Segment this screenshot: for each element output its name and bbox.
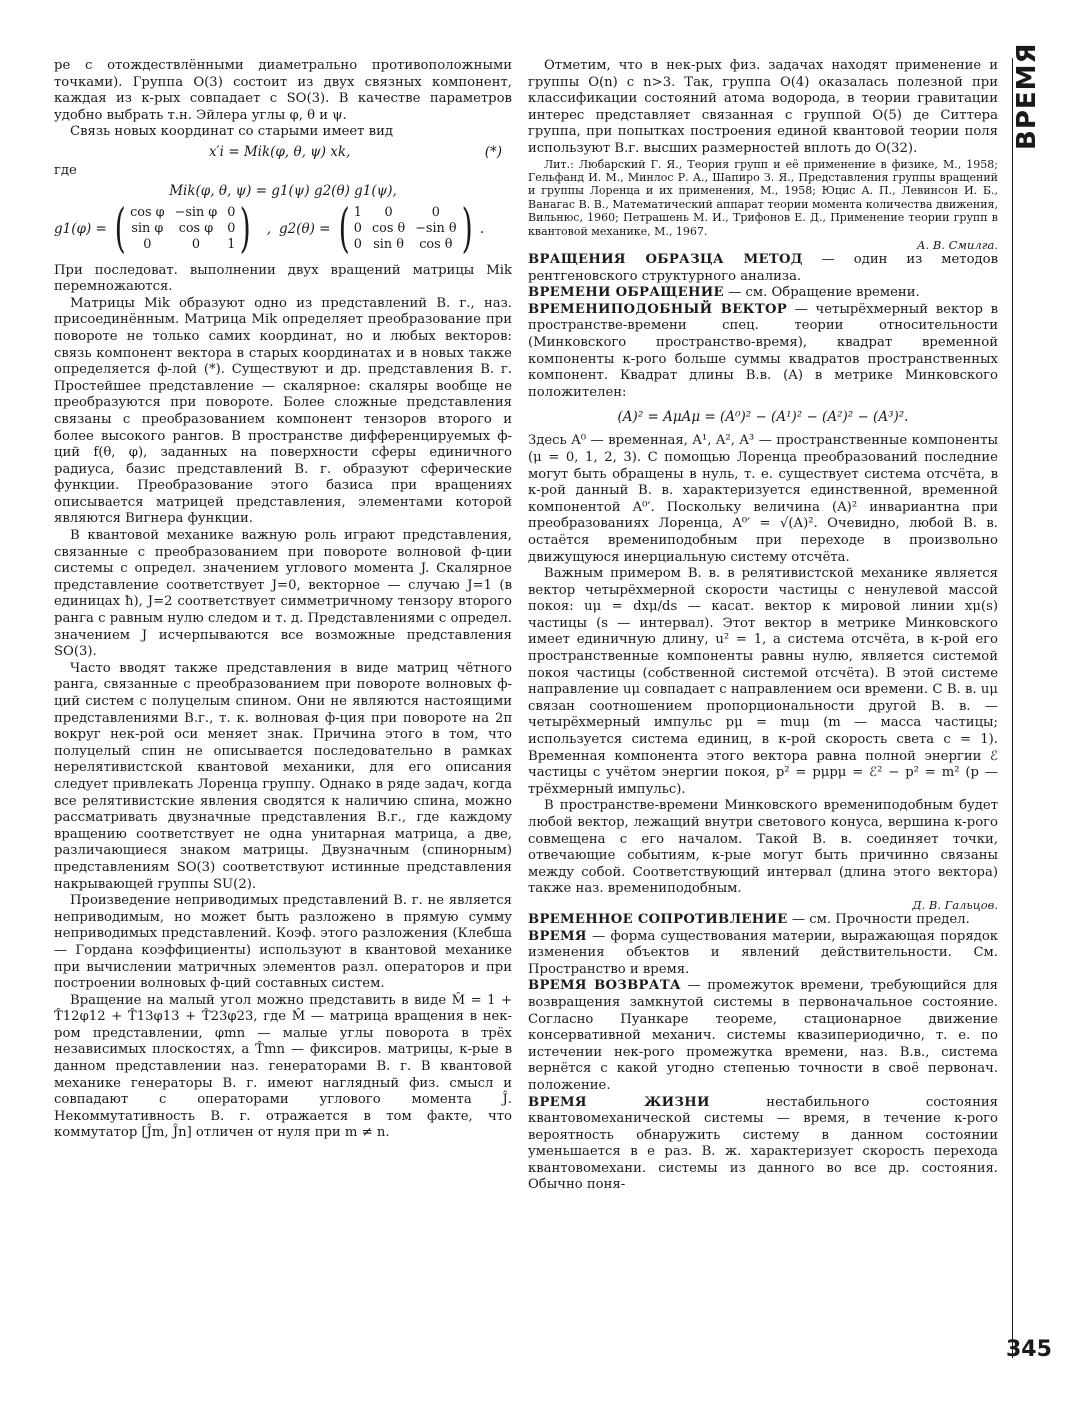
entry-time-reversal — [528, 285, 998, 302]
matrix-end: . — [479, 220, 485, 237]
entry-timelike-vector — [528, 302, 998, 402]
left-column — [54, 58, 512, 1142]
matrix-cell: 1 — [227, 236, 236, 252]
matrix-cell: cos φ — [178, 220, 214, 236]
entry-text: — промежуток времени, требующийся для возвращения замкнутой системы в первоначальное состояние. Согласно Пуанкаре теореме, стационарное движение консервативной механич. системы квазипериодично, т. е. по истечении нек-рого промежутка времени, наз. В.в., система вернётся с какой угодно степенью точности в своё первонач. положение. — [528, 978, 998, 1093]
paragraph: Отметим, что в нек-рых физ. задачах находят применение и группы O(n) с n>3. Так, группа O(4) оказалась полезной при классификации состояний атома водорода, в теории гравитации интерес представляет связанная с группой O(5) де Ситтера группа, при попытках построения единой квантовой теории поля используют В.г. высших размерностей вплоть до O(32). — [528, 58, 998, 156]
entry-heading: ВРЕМЕНИ ОБРАЩЕНИЕ — [528, 285, 724, 301]
formula-transform — [54, 144, 512, 160]
paragraph: ре с отождествлёнными диаметрально противоположными точками). Группа O(3) состоит из двух связных компонент, каждая из к-рых совпадает с SO(3). В качестве параметров удобно выбрать т.н. Эйлера углы φ, θ и ψ. — [54, 58, 512, 123]
entry-text: — четырёхмерный вектор в пространстве-времени спец. теории относительности (Минковского пространство-время), квадрат временной компоненты к-рого больше суммы квадратов пространственных компонент. Квадрат длины В.в. (A) в метрике Минковского положителен: — [528, 301, 998, 400]
running-head: ВРЕМЯ — [1012, 42, 1042, 150]
entry-heading: ВРАЩЕНИЯ ОБРАЗЦА МЕТОД — [528, 252, 803, 267]
matrix-cell: 0 — [227, 220, 236, 236]
matrix-cell: 0 — [143, 236, 152, 252]
paragraph: Важным примером В. в. в релятивистской механике является вектор четырёхмерной скорости частицы с ненулевой массой покоя: uμ = dxμ/ds — касат. вектор к мировой линии xμ(s) частицы (s — интервал). Этот вектор в метрике Минковского имеет единичную длину, u² = 1, а система отсчёта, в к-рой его пространственные компоненты равны нулю, является системой покоя частицы (собственной системой отсчёта). В этой системе направление uμ совпадает с направлением оси времени. С В. в. uμ связан соотношением пропорциональности другой В. в. — четырёхмерный импульс pμ = muμ (m — масса частицы; используется система единиц, в к-рой скорость света c = 1). Временная компонента этого вектора равна полной энергии ℰ частицы с учётом энергии покоя, p² = pμpμ = ℰ² − p² = m² (p — трёхмерный импульс). — [528, 566, 998, 797]
matrix-cell: 0 — [431, 204, 440, 220]
matrix-cell: 0 — [227, 204, 236, 220]
formula-minkowski-norm: (A)² = AμAμ = (A⁰)² − (A¹)² − (A²)² − (A³)². — [617, 409, 909, 426]
page-number: 345 — [1006, 1337, 1052, 1362]
matrix-cell: −sin φ — [174, 204, 218, 220]
entry-text: — см. Прочности предел. — [787, 911, 970, 927]
formula-text: x′i = Mik(φ, θ, ψ) xk, — [208, 143, 351, 160]
paragraph: Здесь A⁰ — временная, A¹, A², A³ — пространственные компоненты (μ = 0, 1, 2, 3). С помощью Лоренца преобразований последние могут быть обращены в нуль, т. е. существует система отсчёта, в к-рой данный В. в. характеризуется единственной, временной компонентой A⁰′. Поскольку величина (A)² инвариантна при преобразованиях Лоренца, A⁰′ = √(A)². Очевидно, любой В. в. остаётся времениподобным при переходе в произвольно движущуюся инерциальную систему отсчёта. — [528, 433, 998, 565]
entry-lifetime — [528, 1095, 998, 1195]
matrix-g2: ( 1 0 0 0 cos θ −sin θ 0 sin θ cos θ ) — [338, 198, 473, 259]
matrix-grid — [130, 205, 235, 253]
matrix-cell: −sin θ — [415, 220, 457, 236]
matrix-cell: cos φ — [130, 204, 165, 220]
literature-list: Лит.: Любарский Г. Я., Теория групп и её применение в физике, М., 1958; Гельфанд И. М., Минлос Р. А., Шапиро З. Я., Представления группы вращений и группы Лоренца и их применения, М., 1958; Юцис А. П., Левинсон И. Б., Ванагас В. В., Математический аппарат теории момента количества движения, Вильнюс, 1960; Петрашень М. И., Трифонов Е. Д., Применение теории групп в квантовой механике, М., 1967. — [528, 157, 998, 238]
formula-tag: (*) — [484, 143, 502, 160]
matrix-cell: cos θ — [419, 236, 453, 252]
right-column — [528, 58, 998, 1194]
paragraph: Часто вводят также представления в виде матриц чётного ранга, связанные с преобразованием при повороте волновых ф-ций систем с полуцелым спином. Они не являются настоящими представлениями В.г., т. к. волновая ф-ция при повороте на 2π вокруг нек-рой оси меняет знак. Причина этого в том, что полуцелый спин не описывается последовательно в рамках нерелятивистской квантовой механики, для его описания следует привлекать Лоренца группу. Однако в ряде задач, когда все релятивистские явления сводятся к наличию спина, можно рассматривать двузначные представления В.г., где каждому вращению соответствует не одна унитарная матрица, а две, различающиеся знаком матрицы. Двузначным (спинорным) представлениям SO(3) соответствуют истинные представления накрывающей группы SU(2). — [54, 660, 512, 892]
entry-time — [528, 929, 998, 979]
matrix-separator: , — [266, 220, 271, 237]
matrix-cell: 0 — [353, 220, 362, 236]
entry-text: — см. Обращение времени. — [723, 285, 920, 301]
paragraph: Вращение на малый угол можно представить в виде M̂ = 1 + T̂12φ12 + T̂13φ13 + T̂23φ23, где M̂ — матрица вращения в нек-ром представлении, φmn — малые углы поворота в трёх независимых плоскостях, а T̂mn — фиксиров. матрицы, к-рые в данном представлении наз. генераторами В. г. В квантовой механике генераторы В. г. имеют наглядный физ. смысл и совпадают с операторами углового момента Ĵ. Некоммутативность В. г. отражается в том факте, что коммутатор [Ĵm, Ĵn] отличен от нуля при m ≠ n. — [54, 992, 512, 1141]
paragraph: В пространстве-времени Минковского времениподобным будет любой вектор, лежащий внутри светового конуса, вершина к-рого совмещена с его началом. Такой В. в. соединяет точки, отвечающие событиям, к-рые могут быть причинно связаны между собой. Соответствующий интервал (длина этого вектора) также наз. времениподобным. — [528, 798, 998, 897]
entry-heading: ВРЕМЕНИПОДОБНЫЙ ВЕКТОР — [528, 301, 787, 317]
matrix-cell: 0 — [191, 236, 200, 252]
matrix-cell: sin φ — [131, 220, 164, 236]
formula-matrix-product: Mik(φ, θ, ψ) = g1(ψ) g2(θ) g1(ψ), — [169, 182, 397, 199]
matrix-cell: 0 — [384, 204, 393, 220]
entry-heading: ВРЕМЯ — [528, 928, 587, 944]
author-signature: А. В. Смилга. — [916, 238, 998, 252]
rotation-matrices — [54, 198, 512, 259]
entry-heading: ВРЕМЯ ЖИЗНИ — [528, 1094, 710, 1110]
matrix-cell: 1 — [353, 204, 362, 220]
entry-heading: ВРЕМЯ ВОЗВРАТА — [528, 978, 681, 994]
entry-text: нестабильного состояния квантовомеханической системы — время, в течение к-рого вероятность обнаружить систему в данном состоянии уменьшается в e раз. В. ж. характеризует скорость перехода квантовомехани. системы из данного во все др. состояния. Обычно поня- — [528, 1094, 998, 1193]
matrix-cell: 0 — [353, 236, 362, 252]
paragraph: Произведение неприводимых представлений В. г. не является неприводимым, но может быть разложено в прямую сумму неприводимых представлений. Коэф. этого разложения (Клебша — Гордана коэффициенты) используют в квантовой механике при вычислении матричных элементов разл. операторов и при построении волновых ф-ций составных систем. — [54, 893, 512, 992]
paragraph: Связь новых координат со старыми имеет вид — [70, 124, 394, 140]
paragraph: При последоват. выполнении двух вращений матрицы Mik перемножаются. — [54, 262, 512, 295]
side-rule — [1012, 42, 1059, 1358]
entry-text: — форма существования материи, выражающая порядок изменения объектов и явлений действительности. См. Пространство и время. — [528, 928, 998, 977]
author-signature: Д. В. Гальцов. — [912, 897, 998, 912]
matrix-cell: sin θ — [373, 236, 404, 252]
entry-temporal-resistance — [528, 912, 998, 929]
entry-rotation-method — [528, 252, 998, 285]
matrix-label-g1: g1(φ) = — [54, 220, 107, 237]
paragraph: Матрицы Mik образуют одно из представлений В. г., наз. присоединённым. Матрица Mik определяет преобразование при повороте не только самих координат, но и любых векторов: связь компонент вектора в старых координатах и в новых также определяется ф-лой (*). Существуют и др. представления В. г. Простейшее представление — скалярное: скаляры вообще не преобразуются при повороте. Более сложные представления связаны с преобразованием компонент тензоров второго и более высокого рангов. В пространстве дифференцируемых ф-ций f(θ, φ), заданных на поверхности сферы единичного радиуса, базис представлений В. г. образуют сферические функции. Преобразование этого базиса при вращениях описывается матрицей представления, элементами которой являются Вигнера функции. — [54, 295, 512, 527]
entry-return-time — [528, 978, 998, 1094]
entry-text: — один из методов рентгеновского структурного анализа. — [528, 252, 998, 284]
matrix-grid — [354, 205, 457, 253]
matrix-cell: cos θ — [371, 220, 406, 236]
matrix-label-g2: g2(θ) = — [279, 220, 331, 237]
paragraph: где — [54, 162, 77, 178]
paragraph: В квантовой механике важную роль играют представления, связанные с преобразованием при повороте волновой ф-ции системы с определ. значением углового момента J. Скалярное представление соответствует J=0, векторное — случаю J=1 (в единицах ħ), J=2 соответствует симметричному тензору второго ранга с равным нулю следом и т. д. Представлениями с определ. значением J исчерпываются все возможные представления SO(3). — [54, 528, 512, 660]
matrix-g1: ( cos φ −sin φ 0 sin φ cos φ 0 0 0 1 ) — [114, 198, 252, 259]
entry-heading: ВРЕМЕННОЕ СОПРОТИВЛЕНИЕ — [528, 911, 788, 927]
